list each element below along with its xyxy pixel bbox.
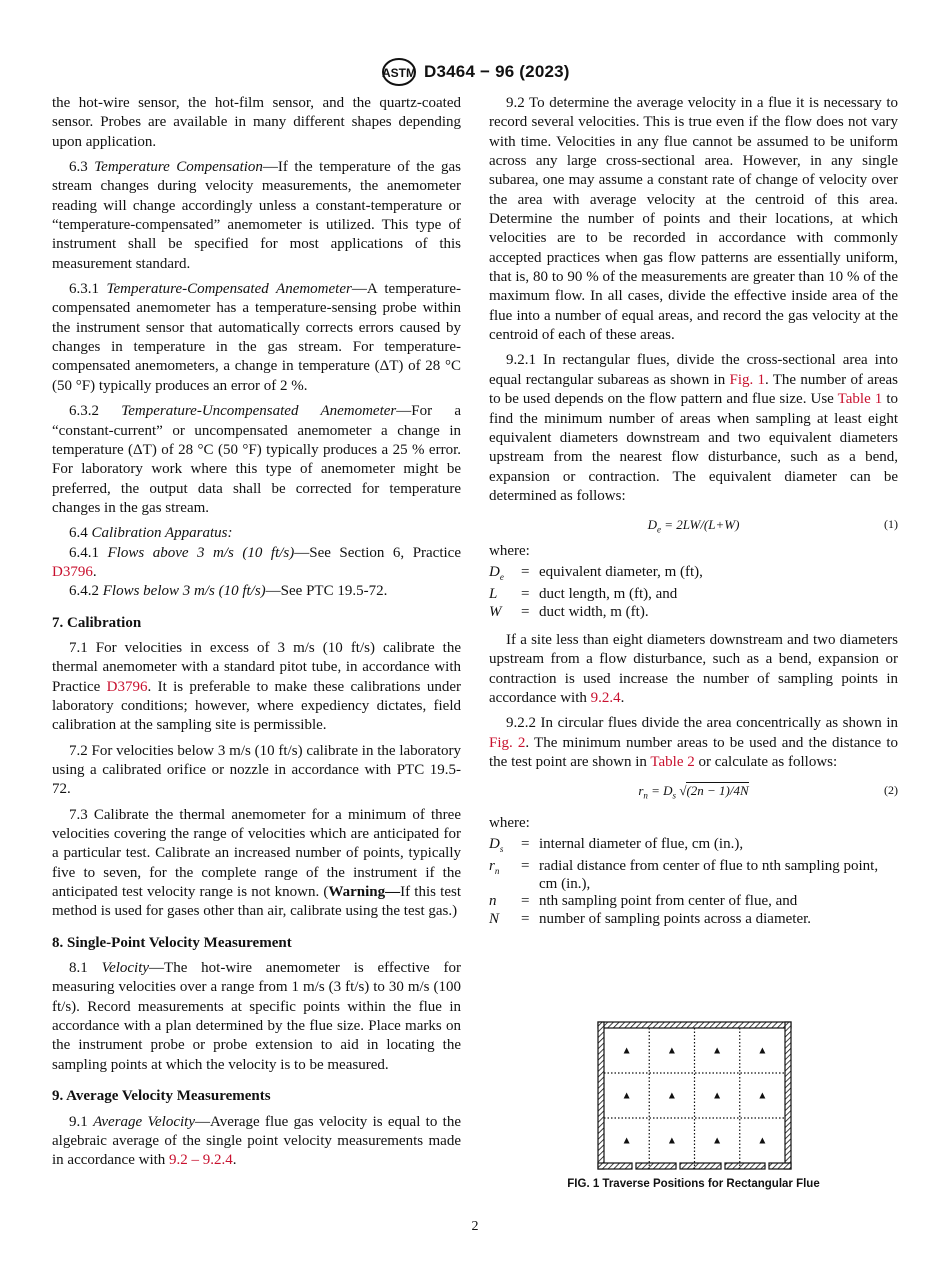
text: or calculate as follows: (694, 754, 838, 771)
equals: = (521, 835, 530, 852)
text: 9.1 (69, 1113, 94, 1130)
symbol: $r_n$ (489, 858, 500, 877)
sampling-point-icon (624, 1093, 630, 1099)
equals: = (521, 858, 530, 875)
sampling-point-icon (669, 1093, 675, 1099)
definition-list (489, 564, 898, 622)
definition-text: duct width, m (ft). (539, 603, 649, 620)
paragraph (489, 351, 898, 506)
text: —See PTC 19.5-72. (265, 583, 388, 600)
sampling-point-icon (759, 1138, 765, 1144)
equation-mid: = $D_s$ (647, 783, 677, 802)
italic-heading: Flows above 3 m/s (10 ft/s) (107, 544, 295, 561)
text: 6.4.2 (69, 583, 103, 600)
sampling-point-icon (624, 1138, 630, 1144)
subscript: e (499, 571, 504, 582)
paragraph (52, 280, 461, 396)
sampling-point-icon (714, 1093, 720, 1099)
where-label: where: (489, 815, 530, 832)
sampling-point-icon (714, 1138, 720, 1144)
equation-rhs: = 2LW/(L+W) (660, 517, 740, 533)
text: 6.4.1 (69, 544, 108, 561)
paragraph (52, 94, 461, 152)
sampling-point-icon (759, 1048, 765, 1054)
sampling-point-icon (669, 1138, 675, 1144)
paragraph (52, 402, 461, 518)
text: 6.3.2 (69, 403, 122, 420)
definition-text: equivalent diameter, m (ft), (539, 563, 703, 580)
equation-number: (2) (884, 783, 898, 798)
italic-heading: Average Velocity (93, 1113, 195, 1130)
text: —Average flue gas velocity is equal to the algebraic average of the single point velocity measurements made in accordance with (52, 1113, 461, 1169)
page-number: 2 (471, 1219, 479, 1234)
sampling-point-icon (759, 1093, 765, 1099)
equation-2 (489, 778, 898, 808)
symbol: N (489, 910, 500, 927)
definition-text: radial distance from center of flue to nth sampling point, cm (in.), (539, 858, 879, 892)
figure-1-rectangular-flue (597, 1021, 793, 1173)
text: to find the minimum number of areas when sampling at least eight equivalent diameters downstream and two equivalent diameters upstream from the nearest flow disturbance, such as a bend, expansion or contraction. The equivalent diameter can be determined as follows: (489, 391, 898, 504)
italic-heading: Temperature-Compensated Anemometer (106, 281, 352, 298)
text: If a site less than eight diameters downstream and two diameters upstream from a flow disturbance, such as a bend, expansion or contraction is used increase the number of sampling points in accordance with (489, 632, 898, 707)
paragraph (52, 806, 461, 922)
text: . The number of areas to be used depends on the flow pattern and flue size. Use (489, 371, 899, 408)
definition-item (489, 836, 898, 859)
text: . (92, 563, 97, 580)
paragraph (52, 524, 461, 543)
svg-text:ASTM: ASTM (382, 66, 416, 80)
definition-item (489, 564, 898, 587)
equals: = (521, 910, 530, 927)
text: 6.4 (69, 525, 92, 542)
astm-logo-icon (380, 57, 418, 87)
cross-reference-link[interactable]: Fig. 1 (729, 371, 766, 388)
italic-heading: Flows below 3 m/s (10 ft/s) (102, 583, 266, 600)
subscript: e (656, 524, 661, 535)
definition-text: nth sampling point from center of flue, and (539, 893, 798, 910)
equation-1 (489, 512, 898, 536)
right-column (489, 94, 898, 938)
where-label: where: (489, 543, 530, 560)
symbol: n (489, 893, 497, 910)
text: 8.1 (69, 960, 102, 977)
text: —The hot-wire anemometer is effective for measuring velocities over a range from 1 m/s (3 ft/s) to 30 m/s (100 ft/s). Record measurements at specific points within the flue in accordance with a plan determined by the flue size. Place marks on the instrument probe or probe extension to aid in locating the sampling points at which the velocity is to be measured. (52, 960, 462, 1073)
equals: = (521, 586, 530, 603)
paragraph (489, 714, 898, 772)
equals: = (521, 893, 530, 910)
italic-heading: Calibration Apparatus: (91, 525, 233, 542)
paragraph (52, 582, 461, 601)
equation-number: (1) (884, 517, 898, 532)
paragraph (52, 639, 461, 736)
text: —A temperature-compensated anemometer has a temperature-sensing probe within the instrument sensor that automatically corrects errors caused by changes in temperature in the gas stream. For temperature-compensated anemometers, a change in temperature (ΔT) of 28 °C (50 °F) typically produces an error of 2 %. (52, 281, 462, 394)
text: the hot-wire sensor, the hot-film sensor, and the quartz-coated sensor. Probes are available in many different shapes depending upon application. (52, 95, 461, 150)
definition-item (489, 586, 898, 604)
text: 9.2.1 In rectangular flues, divide the cross-sectional area into equal rectangular subareas as shown in (489, 352, 898, 388)
definition-item (489, 604, 898, 622)
text: —If the temperature of the gas stream changes during velocity measurements, the anemometer reading will change accordingly unless a constant-temperature or “temperature-compensated” anemometer is utilized. This type of instrument shall be specified for most applications of this measurement standard. (52, 159, 461, 272)
text: . The minimum number areas to be used and the distance to the test point are shown in (489, 734, 898, 771)
italic-heading: Velocity (101, 960, 150, 977)
symbol: $D_e$ (647, 517, 661, 535)
symbol: $r_n$ (638, 783, 648, 802)
cross-reference-link[interactable]: Table 2 (650, 754, 695, 771)
symbol: L (489, 586, 498, 603)
sampling-point-icon (714, 1048, 720, 1054)
text: 9.2 To determine the average velocity in a flue it is necessary to record several velocities. This is true even if the flow does not vary with time. Velocities in any flue cannot be assumed to be uniform across any large cross-sectional area. However, in any single subarea, one may assume a constant rate of change of velocity over the area with average velocity at the centroid of this area. Determine the number of points and their locations, at which velocities are to be recorded in accordance with commonly accepted practices when gas flow patterns are essentially uniform, that is, 80 to 90 % of the measurements are greater than 10 % of the maximum flow. In all cases, divide the effective inside area of the flue into a number of equal areas, and record the gas velocity at the centroid of each of these areas. (489, 95, 898, 344)
symbol: $D_s$ (489, 835, 504, 854)
definition-text: internal diameter of flue, cm (in.), (539, 835, 744, 852)
figure-caption: FIG. 1 Traverse Positions for Rectangular Flue (567, 1178, 820, 1190)
subscript: n (643, 791, 648, 802)
paragraph (52, 1113, 461, 1171)
text: —For a “constant-current” or uncompensated anemometer a change in temperature (ΔT) of 28 °C (50 °F) typically produces a 25 % error. For laboratory work where this type of anemometer might be preferred, the output data shall be corrected for temperature changes in the gas stream. (52, 403, 462, 516)
definition-item (489, 893, 898, 911)
italic-heading: Temperature Compensation (94, 159, 263, 176)
sqrt-icon: √ (676, 783, 687, 799)
paragraph (52, 544, 461, 583)
paragraph (52, 158, 461, 274)
paragraph (489, 94, 898, 345)
cross-reference-link[interactable]: 9.2 – 9.2.4 (169, 1152, 233, 1169)
left-column (52, 94, 461, 1177)
text: 7.3 Calibrate the thermal anemometer for a minimum of three velocities covering the range of velocities which are anticipated for a particular test. Calibrate an increased number of points, typically five to seven, for the complete range of the instrument if the anticipated test velocity range is not known. ( (52, 806, 461, 901)
text: 6.3 (69, 159, 95, 176)
text: 9.2.2 In circular flues divide the area concentrically as shown in (506, 715, 898, 732)
text: 6.3.1 (69, 281, 107, 298)
bold-text: Warning— (328, 884, 401, 901)
equals: = (521, 603, 530, 620)
paragraph (52, 742, 461, 800)
text: . It is preferable to make these calibrations under laboratory conditions; however, where expediency dictates, field calibration at the sampling site is permissible. (52, 678, 461, 734)
section-heading: 8. Single-Point Velocity Measurement (52, 934, 292, 951)
italic-heading: Temperature-Uncompensated Anemometer (121, 403, 397, 420)
cross-reference-link[interactable]: D3796 (52, 563, 93, 580)
paragraph (489, 631, 898, 708)
definition-text: number of sampling points across a diameter. (539, 910, 812, 927)
equation-radicand: (2n − 1)/4N (686, 783, 749, 799)
equation-body (489, 781, 898, 806)
definition-item (489, 858, 898, 893)
subscript: s (672, 791, 677, 802)
symbol: $D_e$ (489, 563, 504, 582)
cross-reference-link[interactable]: D3796 (106, 678, 148, 695)
text: —See Section 6, Practice (294, 544, 461, 561)
text: 7.1 For velocities in excess of 3 m/s (10 ft/s) calibrate the thermal anemometer with a standard pitot tube, in accordance with Practice (52, 639, 461, 695)
definition-text: duct length, m (ft), and (539, 586, 678, 603)
subscript: s (499, 843, 504, 854)
text: 7.2 For velocities below 3 m/s (10 ft/s) calibrate in the laboratory using a calibrated orifice or nozzle in accordance with PTC 19.5-72. (52, 742, 461, 798)
equation-body (489, 515, 898, 540)
cross-reference-link[interactable]: 9.2.4 (590, 690, 621, 707)
document-designation: D3464 − 96 (2023) (424, 62, 570, 81)
cross-reference-link[interactable]: Table 1 (837, 391, 883, 408)
sampling-point-icon (669, 1048, 675, 1054)
text: If this test method is used for gases other than air, calibrate using the test gas.) (52, 884, 462, 920)
equals: = (521, 563, 530, 580)
cross-reference-link[interactable]: Fig. 2 (489, 734, 526, 751)
sampling-point-icon (624, 1048, 630, 1054)
text: . (620, 690, 625, 707)
definition-list (489, 836, 898, 929)
subscript: n (494, 866, 500, 877)
definition-item (489, 911, 898, 929)
text: . (232, 1152, 237, 1169)
symbol: W (489, 603, 502, 620)
page-header (380, 57, 570, 87)
paragraph (52, 959, 461, 1075)
section-heading: 7. Calibration (52, 614, 142, 631)
section-heading: 9. Average Velocity Measurements (52, 1088, 271, 1105)
